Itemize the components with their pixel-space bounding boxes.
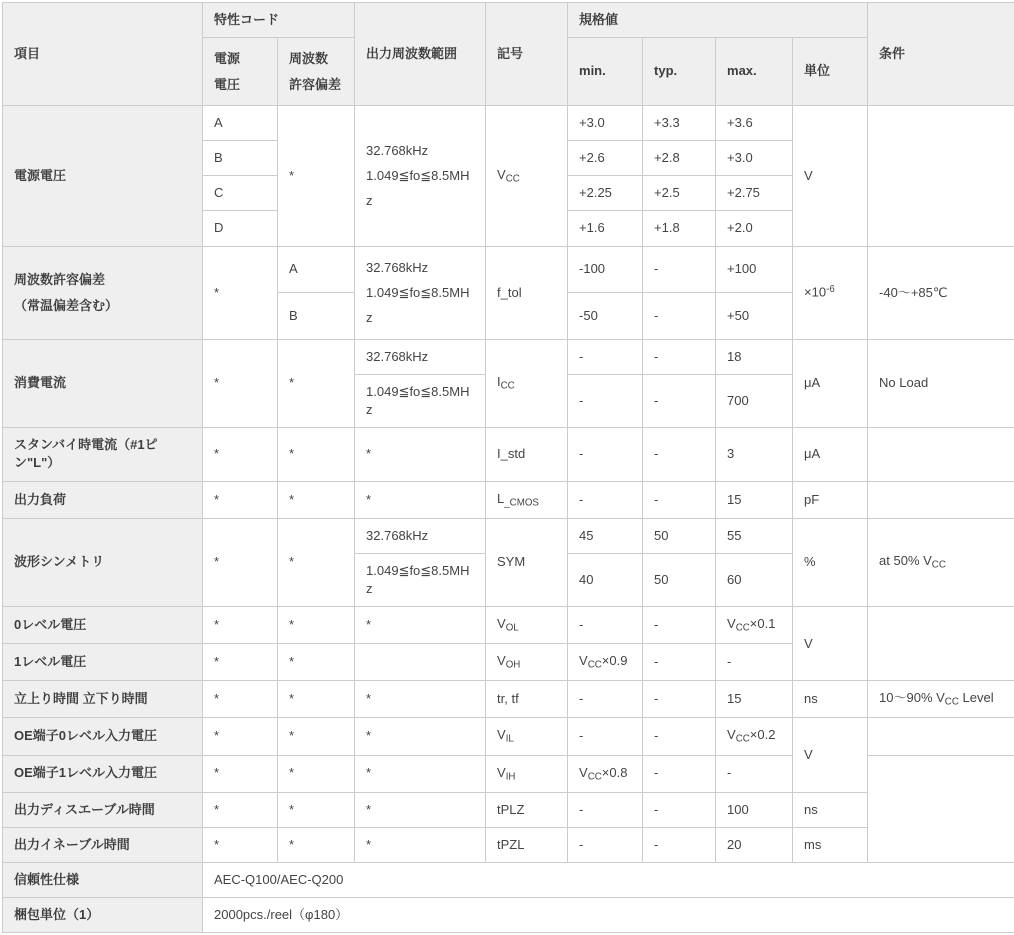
table-cell: * [278,105,355,246]
table-cell: V [793,105,868,246]
col-header-supply-voltage-code: 電源 電圧 [203,38,278,106]
table-row [3,481,1014,518]
table-row [3,718,1014,755]
table-cell: * [355,827,486,862]
table-cell: 55 [716,518,793,553]
table-cell: +2.25 [568,176,643,211]
table-cell: * [203,718,278,755]
table-cell [355,644,486,681]
table-cell: - [643,644,716,681]
table-cell: +2.75 [716,176,793,211]
table-cell: - [568,681,643,718]
table-cell: - [643,339,716,374]
row-label: 出力イネーブル時間 [3,827,203,862]
table-cell: * [278,644,355,681]
table-cell: $\times 10^{-6}$ [793,246,868,339]
table-row [3,518,1014,553]
table-cell: * [203,827,278,862]
table-cell: +2.6 [568,141,643,176]
col-header-characteristic-code: 特性コード [203,3,355,38]
table-cell: - [568,607,643,644]
table-cell: * [355,481,486,518]
table-cell: - [643,607,716,644]
table-cell: 15 [716,481,793,518]
row-label: 周波数許容偏差 （常温偏差含む） [3,246,203,339]
row-label: 消費電流 [3,339,203,428]
table-cell: * [278,518,355,607]
table-cell: - [643,246,716,293]
table-cell: * [278,681,355,718]
table-cell: +3.6 [716,105,793,140]
table-cell: 40 [568,553,643,606]
table-row [3,428,1014,481]
table-cell: - [643,827,716,862]
table-cell: * [355,792,486,827]
table-cell: - [643,792,716,827]
table-cell: * [203,481,278,518]
table-cell: * [278,755,355,792]
table-cell: 60 [716,553,793,606]
table-cell: +3.0 [568,105,643,140]
table-cell: * [203,792,278,827]
table-cell: * [203,246,278,339]
table-cell: AEC-Q100/AEC-Q200 [203,863,1014,898]
table-cell [868,428,1014,481]
col-header-typ: typ. [643,38,716,106]
table-cell: +1.6 [568,211,643,246]
table-row [3,246,1014,293]
table-cell: D [203,211,278,246]
table-cell: - [716,755,793,792]
table-cell: 32.768kHz 1.049≦fo≦8.5MHz [355,105,486,246]
col-header-item: 項目 [3,3,203,106]
table-cell: ms [793,827,868,862]
table-cell: $V_{OL}$ [486,607,568,644]
table-cell: * [355,428,486,481]
row-label: スタンバイ時電流（#1ピン"L"） [3,428,203,481]
row-label: 1レベル電圧 [3,644,203,681]
table-cell: $V_{CC}\times 0.9$ [568,644,643,681]
col-header-spec-value: 規格値 [568,3,868,38]
table-cell: μA [793,339,868,428]
table-cell: - [643,428,716,481]
table-cell: B [203,141,278,176]
header-row [3,3,1014,38]
table-cell: 50 [643,553,716,606]
table-cell: * [355,755,486,792]
table-cell: * [203,607,278,644]
table-cell: * [278,607,355,644]
table-cell: tPLZ [486,792,568,827]
row-label: OE端子0レベル入力電圧 [3,718,203,755]
table-cell: V [793,718,868,792]
col-header-max: max. [716,38,793,106]
spec-table-body [3,3,1014,933]
table-cell: 3 [716,428,793,481]
table-cell: B [278,293,355,340]
table-cell: +2.8 [643,141,716,176]
table-cell: -40～+85℃ [868,246,1014,339]
table-cell: - [643,293,716,340]
table-cell: tPZL [486,827,568,862]
table-cell [868,105,1014,246]
table-cell: * [355,681,486,718]
table-cell: - [643,681,716,718]
row-label: 電源電圧 [3,105,203,246]
table-cell: 32.768kHz [355,339,486,374]
table-cell: +2.5 [643,176,716,211]
table-cell: 1.049≦fo≦8.5MHz [355,553,486,606]
table-row [3,681,1014,718]
row-label: 出力負荷 [3,481,203,518]
table-cell: - [568,428,643,481]
table-cell: +100 [716,246,793,293]
table-cell: * [203,518,278,607]
table-cell: 32.768kHz 1.049≦fo≦8.5MHz [355,246,486,339]
table-cell: $V_{CC}\times 0.2$ [716,718,793,755]
table-cell: C [203,176,278,211]
table-cell: * [278,428,355,481]
table-cell: * [278,481,355,518]
col-header-min: min. [568,38,643,106]
row-label: 信頼性仕様 [3,863,203,898]
table-cell: V [793,607,868,681]
table-cell [868,755,1014,862]
table-row [3,898,1014,933]
table-cell: * [278,718,355,755]
table-cell: $V_{CC}\times 0.8$ [568,755,643,792]
table-cell: I_std [486,428,568,481]
table-cell: 100 [716,792,793,827]
table-cell: +3.3 [643,105,716,140]
col-header-output-frequency-range: 出力周波数範囲 [355,3,486,106]
table-cell: ns [793,792,868,827]
table-cell: * [355,718,486,755]
table-cell: - [568,481,643,518]
table-cell: -50 [568,293,643,340]
table-cell: pF [793,481,868,518]
table-row [3,792,1014,827]
table-cell: 700 [716,374,793,427]
table-cell: 1.049≦fo≦8.5MHz [355,374,486,427]
table-cell [868,607,1014,681]
table-cell: No Load [868,339,1014,428]
table-cell: f_tol [486,246,568,339]
row-label: OE端子1レベル入力電圧 [3,755,203,792]
table-row [3,607,1014,644]
table-cell: * [278,827,355,862]
table-cell: tr, tf [486,681,568,718]
table-cell: A [278,246,355,293]
table-cell: +50 [716,293,793,340]
table-cell: * [278,792,355,827]
table-cell: 18 [716,339,793,374]
col-header-condition: 条件 [868,3,1014,106]
table-cell: $L_{\_CMOS}$ [486,481,568,518]
col-header-unit: 単位 [793,38,868,106]
table-cell: - [568,718,643,755]
table-cell: 45 [568,518,643,553]
row-label: 波形シンメトリ [3,518,203,607]
table-row [3,827,1014,862]
table-cell: 20 [716,827,793,862]
table-cell: A [203,105,278,140]
table-cell: +3.0 [716,141,793,176]
table-cell: $I_{CC}$ [486,339,568,428]
table-cell: - [568,374,643,427]
table-cell: +2.0 [716,211,793,246]
table-cell: -100 [568,246,643,293]
table-cell: SYM [486,518,568,607]
table-cell: $V_{IH}$ [486,755,568,792]
table-cell: - [643,718,716,755]
row-label: 出力ディスエーブル時間 [3,792,203,827]
table-cell: - [568,827,643,862]
table-cell: - [568,792,643,827]
table-cell: +1.8 [643,211,716,246]
row-label: 梱包単位（1） [3,898,203,933]
table-cell: - [643,481,716,518]
table-cell: $V_{CC}\times 0.1$ [716,607,793,644]
table-cell: - [643,374,716,427]
table-cell: * [278,339,355,428]
table-row [3,105,1014,140]
table-cell: - [568,339,643,374]
col-header-symbol: 記号 [486,3,568,106]
table-cell: 15 [716,681,793,718]
table-cell: - [643,755,716,792]
table-cell: * [203,755,278,792]
table-cell: μA [793,428,868,481]
row-label: 0レベル電圧 [3,607,203,644]
table-cell [868,481,1014,518]
table-cell: $V_{CC}$ [486,105,568,246]
table-cell: at 50% $V_{CC}$ [868,518,1014,607]
table-cell: * [203,428,278,481]
col-header-frequency-tolerance-code: 周波数 許容偏差 [278,38,355,106]
table-cell: * [355,607,486,644]
table-cell: - [716,644,793,681]
table-cell [868,718,1014,755]
table-cell: 2000pcs./reel（φ180） [203,898,1014,933]
table-cell: * [203,339,278,428]
row-label: 立上り時間 立下り時間 [3,681,203,718]
table-cell: * [203,644,278,681]
table-cell: 32.768kHz [355,518,486,553]
table-row [3,863,1014,898]
table-cell: 10～90% $V_{CC}$ Level [868,681,1014,718]
table-cell: 50 [643,518,716,553]
table-cell: $V_{IL}$ [486,718,568,755]
table-cell: ns [793,681,868,718]
table-row [3,339,1014,374]
characteristics-spec-table [2,2,1014,933]
table-cell: % [793,518,868,607]
table-cell: $V_{OH}$ [486,644,568,681]
table-cell: * [203,681,278,718]
